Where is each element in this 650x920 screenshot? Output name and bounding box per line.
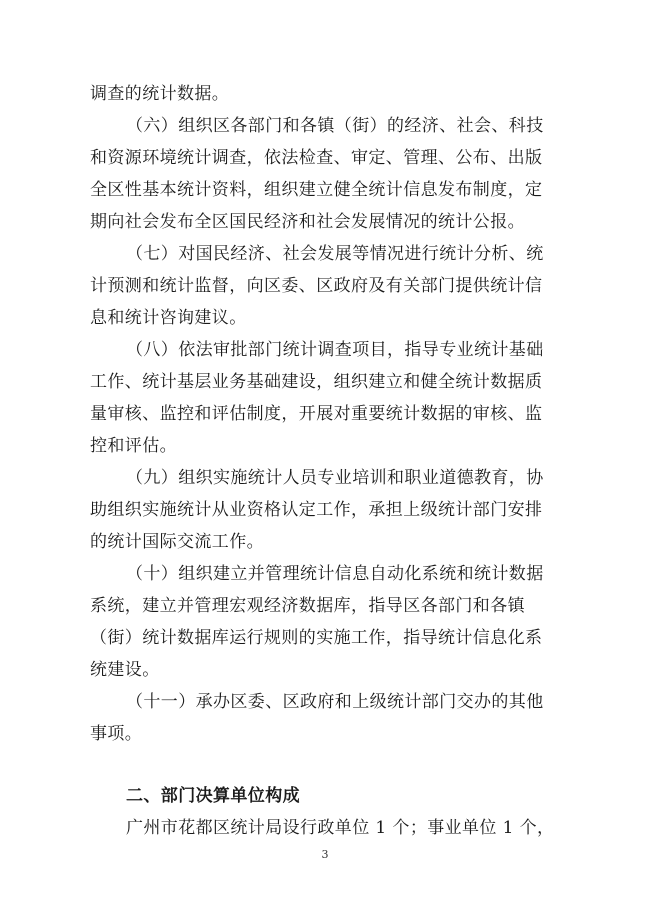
text-line: 期向社会发布全区国民经济和社会发展情况的统计公报。	[90, 212, 525, 232]
text-line: 统建设。	[90, 660, 160, 680]
text-line: 和资源环境统计调查，依法检查、审定、管理、公布、出版	[90, 148, 543, 168]
text-line: 系统，建立并管理宏观经济数据库，指导区各部门和各镇	[90, 596, 525, 616]
section-heading: 二、部门决算单位构成	[126, 786, 300, 806]
text-line: 广州市花都区统计局设行政单位 1 个；事业单位 1 个，	[126, 818, 555, 838]
text-line: （街）统计数据库运行规则的实施工作，指导统计信息化系	[90, 628, 543, 648]
text-line: 控和评估。	[90, 436, 177, 456]
text-line: （七）对国民经济、社会发展等情况进行统计分析、统	[126, 244, 544, 264]
text-line: （八）依法审批部门统计调查项目，指导专业统计基础	[126, 340, 544, 360]
text-line: （十一）承办区委、区政府和上级统计部门交办的其他	[126, 692, 544, 712]
text-line: 全区性基本统计资料，组织建立健全统计信息发布制度，定	[90, 180, 543, 200]
text-line: （十）组织建立并管理统计信息自动化系统和统计数据	[126, 564, 544, 584]
text-line: 调查的统计数据。	[90, 84, 230, 104]
text-line: 息和统计咨询建议。	[90, 308, 247, 328]
page-number: 3	[321, 848, 329, 861]
document-body	[90, 78, 560, 844]
text-line: 助组织实施统计从业资格认定工作，承担上级统计部门安排	[90, 500, 543, 520]
text-line: 的统计国际交流工作。	[90, 532, 264, 552]
text-line: 事项。	[90, 724, 143, 744]
section-spacer	[90, 750, 560, 780]
text-line: 工作、统计基层业务基础建设，组织建立和健全统计数据质	[90, 372, 543, 392]
text-line: 量审核、监控和评估制度，开展对重要统计数据的审核、监	[90, 404, 543, 424]
text-line: 计预测和统计监督，向区委、区政府及有关部门提供统计信	[90, 276, 543, 296]
text-line: （六）组织区各部门和各镇（街）的经济、社会、科技	[126, 116, 544, 136]
text-line: （九）组织实施统计人员专业培训和职业道德教育，协	[126, 468, 544, 488]
